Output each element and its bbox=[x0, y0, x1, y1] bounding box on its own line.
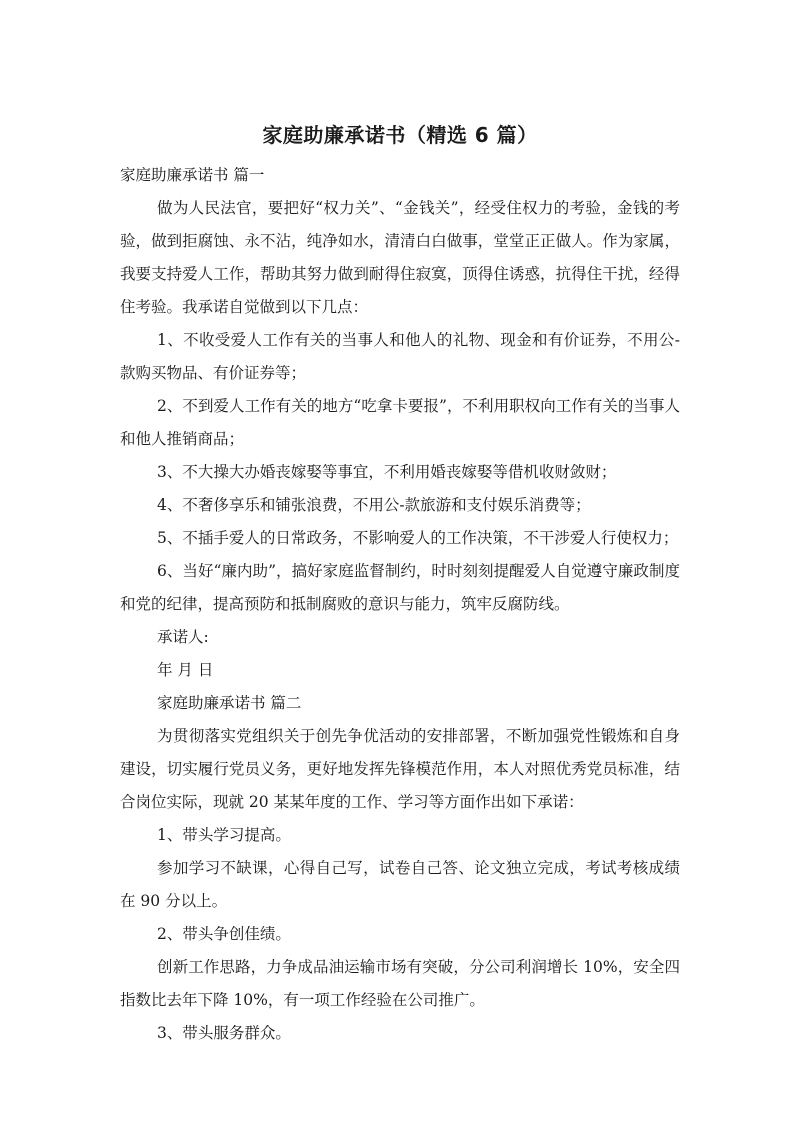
pledge-heading-2: 2、带头争创佳绩。 bbox=[157, 925, 291, 943]
pledge-heading-1: 1、带头学习提高。 bbox=[157, 826, 291, 844]
pledge-text-1: 参加学习不缺课，心得自己写，试卷自己答、论文独立完成，考试考核成绩在 90 分以上。 bbox=[120, 859, 680, 910]
commitment-item-5: 5、不插手爱人的日常政务，不影响爱人的工作决策，不干涉爱人行使权力； bbox=[157, 529, 679, 547]
commitment-item-2: 2、不到爱人工作有关的地方“吃拿卡要报”，不利用职权向工作有关的当事人和他人推销商品； bbox=[120, 397, 680, 448]
paragraph-intro-2: 为贯彻落实党组织关于创先争优活动的安排部署，不断加强党性锻炼和自身建设，切实履行党员义务，更好地发挥先锋模范作用，本人对照优秀党员标准，结合岗位实际，现就 20 某某年度的工作、学习等方面作出如下承诺： bbox=[120, 727, 680, 811]
pledge-heading-3: 3、带头服务群众。 bbox=[157, 1024, 291, 1042]
paragraph-intro: 做为人民法官，要把好“权力关”、“金钱关”，经受住权力的考验，金钱的考验，做到拒腐蚀、永不沾，纯净如水，清清白白做事，堂堂正正做人。作为家属，我要支持爱人工作，帮助其努力做到耐得住寂寞，顶得住诱惑，抗得住干扰，经得住考验。我承诺自觉做到以下几点： bbox=[120, 199, 680, 316]
date-line: 年 月 日 bbox=[157, 661, 214, 679]
commitment-item-3: 3、不大操大办婚丧嫁娶等事宜，不利用婚丧嫁娶等借机收财敛财； bbox=[157, 463, 617, 481]
commitment-item-4: 4、不奢侈享乐和铺张浪费，不用公-款旅游和支付娱乐消费等； bbox=[157, 496, 591, 514]
commitment-item-1: 1、不收受爱人工作有关的当事人和他人的礼物、现金和有价证券，不用公-款购买物品、有价证券等； bbox=[120, 331, 680, 382]
document-body bbox=[120, 159, 680, 1050]
section-heading-1: 家庭助廉承诺书 篇一 bbox=[120, 166, 265, 184]
section-heading-2: 家庭助廉承诺书 篇二 bbox=[157, 694, 302, 712]
commitment-item-6: 6、当好“廉内助”，搞好家庭监督制约，时时刻刻提醒爱人自觉遵守廉政制度和党的纪律，提高预防和抵制腐败的意识与能力，筑牢反腐防线。 bbox=[120, 562, 680, 613]
signature-label: 承诺人: bbox=[157, 628, 209, 646]
document-title: 家庭助廉承诺书（精选 6 篇） bbox=[262, 123, 538, 147]
pledge-text-2: 创新工作思路，力争成品油运输市场有突破，分公司利润增长 10%，安全四指数比去年下降 10%，有一项工作经验在公司推广。 bbox=[120, 958, 680, 1009]
